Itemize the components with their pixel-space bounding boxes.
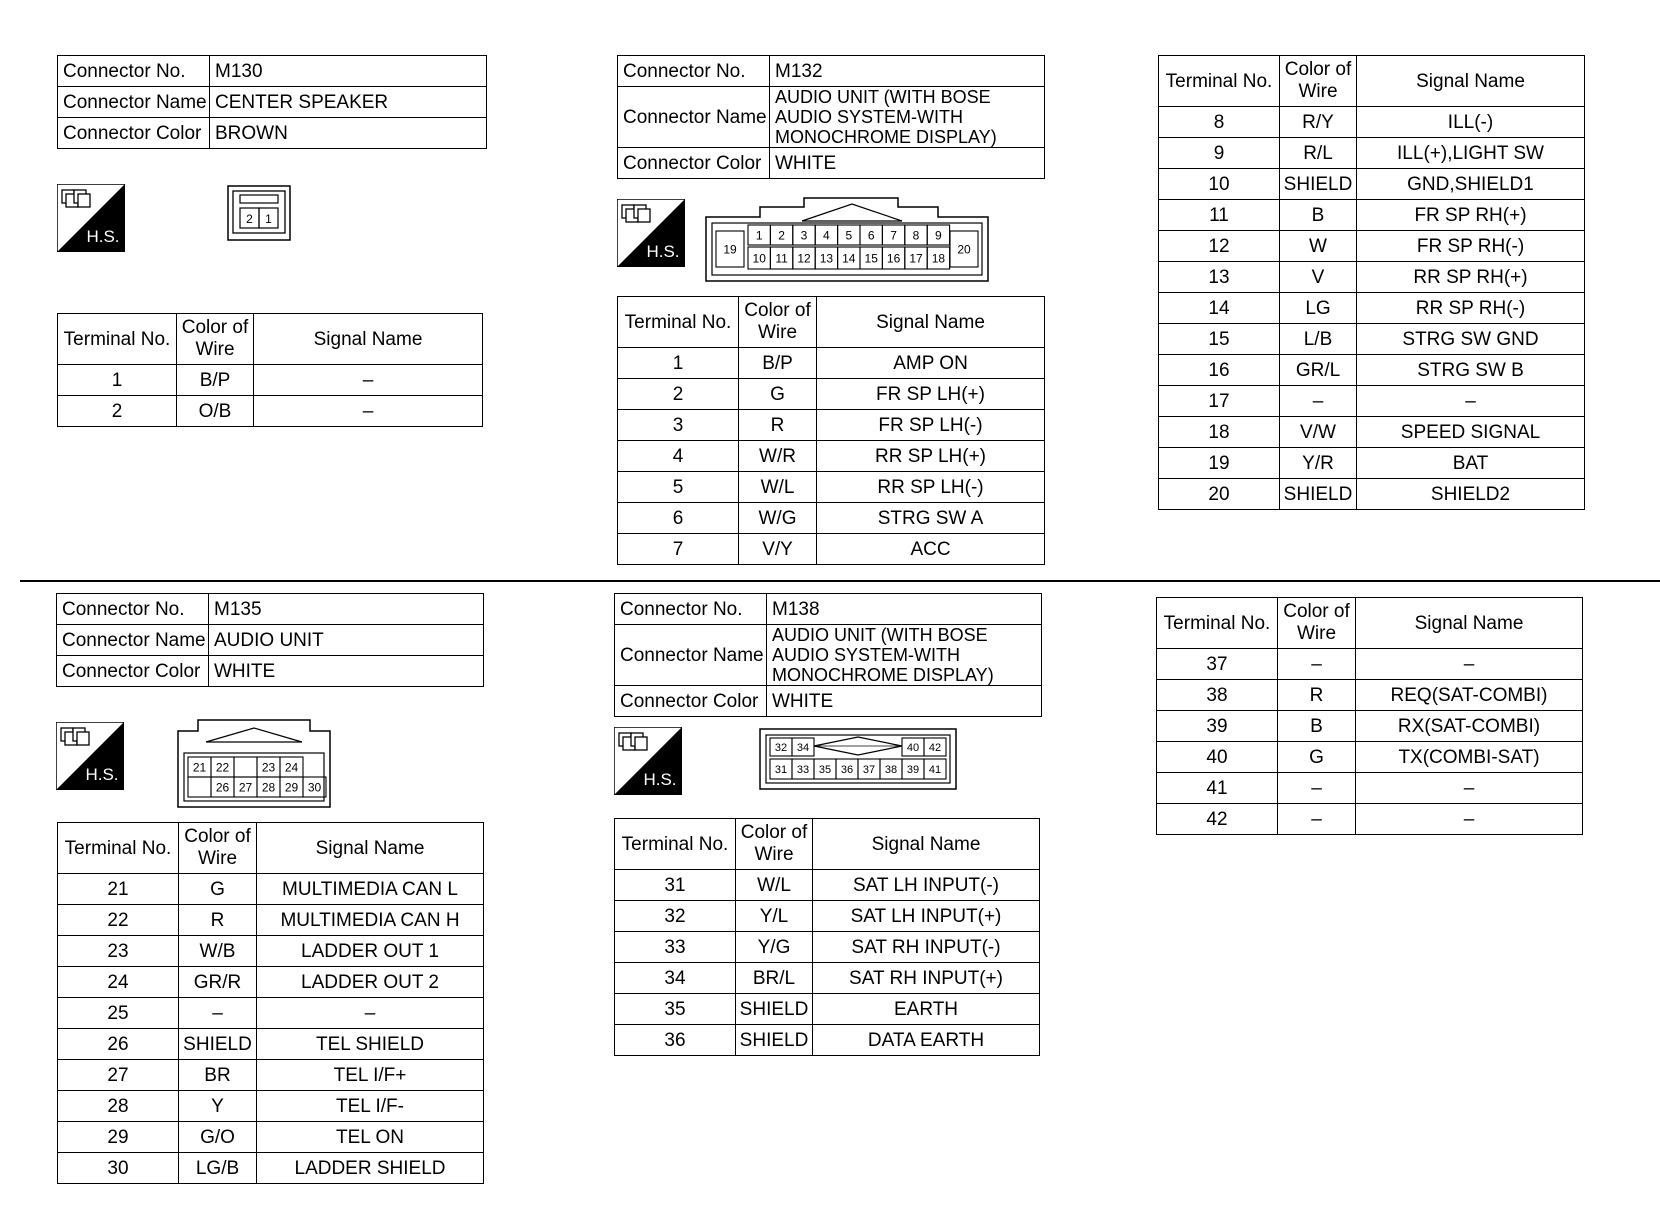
wire-color-cell: B (1278, 711, 1356, 742)
table-row (618, 472, 1045, 503)
wire-color-cell: W/B (179, 936, 257, 967)
terminal-no-cell: 10 (1159, 169, 1280, 200)
hs-label: H.S. (646, 242, 680, 261)
wire-color-cell: B/P (739, 348, 817, 379)
wire-color-cell: G/O (179, 1122, 257, 1153)
wire-color-cell: – (179, 998, 257, 1029)
signal-name-cell: BAT (1357, 448, 1585, 479)
signal-name-cell: STRG SW A (817, 503, 1045, 534)
terminal-no-cell: 38 (1157, 680, 1278, 711)
signal-name-cell: TEL ON (257, 1122, 484, 1153)
wire-color-cell: SHIELD (179, 1029, 257, 1060)
table-row (1159, 324, 1585, 355)
terminal-no-cell: 18 (1159, 417, 1280, 448)
signal-name-cell: STRG SW GND (1357, 324, 1585, 355)
connector-name-label: Connector Name (57, 625, 209, 656)
wire-color-cell: SHIELD (736, 1025, 813, 1056)
terminal-no-cell: 29 (58, 1122, 179, 1153)
wire-color-cell: Y (179, 1091, 257, 1122)
wire-color-cell: B (1280, 200, 1357, 231)
color-of-wire-header: Color of Wire (177, 314, 254, 365)
terminal-no-cell: 1 (58, 365, 177, 396)
wire-color-cell: R (179, 905, 257, 936)
signal-name-cell: LADDER SHIELD (257, 1153, 484, 1184)
terminal-no-cell: 25 (58, 998, 179, 1029)
terminal-no-cell: 3 (618, 410, 739, 441)
pin-label: 16 (886, 251, 901, 266)
pin-label: 42 (928, 741, 942, 754)
terminal-no-cell: 12 (1159, 231, 1280, 262)
pin-label: 14 (842, 251, 856, 266)
pin-label: 33 (796, 763, 810, 776)
signal-name-cell: GND,SHIELD1 (1357, 169, 1585, 200)
signal-name-cell: RR SP LH(-) (817, 472, 1045, 503)
terminal-no-header: Terminal No. (618, 297, 739, 348)
signal-name-header: Signal Name (813, 819, 1040, 870)
wire-color-cell: GR/L (1280, 355, 1357, 386)
hs-icon-m138 (614, 727, 682, 795)
signal-name-cell: TEL I/F- (257, 1091, 484, 1122)
signal-name-cell: ILL(-) (1357, 107, 1585, 138)
pin-label: 1 (265, 212, 272, 226)
signal-name-cell: FR SP RH(+) (1357, 200, 1585, 231)
pin-label: 9 (935, 228, 942, 243)
terminal-no-cell: 15 (1159, 324, 1280, 355)
terminal-no-header: Terminal No. (58, 823, 179, 874)
table-row (615, 1025, 1040, 1056)
color-of-wire-header: Color of Wire (1278, 598, 1356, 649)
wire-color-cell: W (1280, 231, 1357, 262)
pin-label: 22 (215, 760, 230, 775)
wire-color-cell: GR/R (179, 967, 257, 998)
pin-label: 2 (246, 212, 253, 226)
pin-label: 38 (884, 763, 898, 776)
terminal-no-cell: 20 (1159, 479, 1280, 510)
m130-info-table (57, 55, 487, 149)
connector-color-label: Connector Color (615, 686, 767, 717)
signal-name-cell: RR SP LH(+) (817, 441, 1045, 472)
signal-name-cell: – (257, 998, 484, 1029)
connector-name-label: Connector Name (58, 87, 210, 118)
connector-no-label: Connector No. (58, 56, 210, 87)
signal-name-cell: SAT RH INPUT(+) (813, 963, 1040, 994)
pin-label: 40 (906, 741, 920, 754)
pin-label: 1 (755, 228, 763, 243)
m135-terminal-table (57, 822, 484, 1184)
wire-color-cell: SHIELD (736, 994, 813, 1025)
signal-name-cell: ACC (817, 534, 1045, 565)
connector-no-label: Connector No. (615, 594, 767, 625)
signal-name-cell: – (1356, 649, 1583, 680)
wire-color-cell: Y/L (736, 901, 813, 932)
terminal-no-cell: 32 (615, 901, 736, 932)
pin-label: 27 (238, 780, 253, 795)
terminal-no-cell: 42 (1157, 804, 1278, 835)
hs-label: H.S. (643, 770, 677, 789)
terminal-no-cell: 7 (618, 534, 739, 565)
signal-name-cell: DATA EARTH (813, 1025, 1040, 1056)
pin-label: 41 (928, 763, 942, 776)
wire-color-cell: V (1280, 262, 1357, 293)
wire-color-cell: W/G (739, 503, 817, 534)
signal-name-cell: AMP ON (817, 348, 1045, 379)
terminal-no-header: Terminal No. (1159, 56, 1280, 107)
harness-side-icon (56, 722, 124, 790)
pin-label: 13 (819, 251, 834, 266)
signal-name-cell: – (254, 365, 483, 396)
connector-name-value: AUDIO UNIT (WITH BOSE AUDIO SYSTEM-WITH MONOCHROME DISPLAY) (767, 625, 1042, 686)
signal-name-header: Signal Name (1357, 56, 1585, 107)
table-row (615, 994, 1040, 1025)
terminal-no-header: Terminal No. (1157, 598, 1278, 649)
terminal-no-cell: 1 (618, 348, 739, 379)
wire-color-cell: G (1278, 742, 1356, 773)
terminal-no-cell: 31 (615, 870, 736, 901)
terminal-no-cell: 4 (618, 441, 739, 472)
pin-label: 29 (284, 780, 299, 795)
m132-terminal-table (617, 296, 1045, 565)
m138-terminal-table-continued (1156, 597, 1583, 835)
table-row (58, 1091, 484, 1122)
terminal-no-cell: 9 (1159, 138, 1280, 169)
pin-label: 5 (845, 228, 853, 243)
signal-name-cell: EARTH (813, 994, 1040, 1025)
pin-label: 19 (723, 242, 737, 257)
wire-color-cell: W/L (739, 472, 817, 503)
pin-label: 34 (796, 741, 810, 754)
table-row (618, 441, 1045, 472)
terminal-no-cell: 34 (615, 963, 736, 994)
pin-label: 3 (800, 228, 808, 243)
wire-color-cell: W/L (736, 870, 813, 901)
table-row (1159, 417, 1585, 448)
terminal-no-cell: 28 (58, 1091, 179, 1122)
pin-label: 17 (909, 251, 923, 266)
hs-label: H.S. (86, 227, 120, 246)
terminal-no-cell: 22 (58, 905, 179, 936)
pin-label: 35 (818, 763, 832, 776)
terminal-no-cell: 14 (1159, 293, 1280, 324)
harness-side-icon (57, 184, 125, 252)
signal-name-cell: SHIELD2 (1357, 479, 1585, 510)
wire-color-cell: BR/L (736, 963, 813, 994)
harness-side-icon (617, 199, 685, 267)
table-row (58, 905, 484, 936)
signal-name-header: Signal Name (1356, 598, 1583, 649)
terminal-no-cell: 2 (618, 379, 739, 410)
terminal-no-cell: 2 (58, 396, 177, 427)
wire-color-cell: Y/G (736, 932, 813, 963)
table-row (58, 365, 483, 396)
terminal-no-cell: 19 (1159, 448, 1280, 479)
hs-icon-m135 (56, 722, 124, 790)
table-row (1157, 742, 1583, 773)
table-row (1157, 649, 1583, 680)
m132-terminal-table-continued (1158, 55, 1585, 510)
table-row (58, 936, 484, 967)
section-divider (20, 580, 1660, 582)
pin-label: 31 (774, 763, 788, 776)
connector-name-label: Connector Name (615, 625, 767, 686)
connector-color-label: Connector Color (57, 656, 209, 687)
table-row (1159, 386, 1585, 417)
connector-name-value: AUDIO UNIT (WITH BOSE AUDIO SYSTEM-WITH MONOCHROME DISPLAY) (770, 87, 1045, 148)
wire-color-cell: V/Y (739, 534, 817, 565)
wire-color-cell: – (1278, 804, 1356, 835)
connector-name-value: CENTER SPEAKER (210, 87, 487, 118)
terminal-no-cell: 24 (58, 967, 179, 998)
signal-name-header: Signal Name (254, 314, 483, 365)
table-row (1157, 711, 1583, 742)
signal-name-cell: SAT LH INPUT(+) (813, 901, 1040, 932)
signal-name-cell: RR SP RH(+) (1357, 262, 1585, 293)
signal-name-cell: FR SP LH(-) (817, 410, 1045, 441)
wire-color-cell: R/Y (1280, 107, 1357, 138)
wire-color-cell: LG/B (179, 1153, 257, 1184)
table-row (58, 1153, 484, 1184)
signal-name-cell: – (1356, 773, 1583, 804)
terminal-no-cell: 13 (1159, 262, 1280, 293)
hs-icon-m130 (57, 184, 125, 252)
table-row (615, 932, 1040, 963)
terminal-no-header: Terminal No. (615, 819, 736, 870)
signal-name-cell: RX(SAT-COMBI) (1356, 711, 1583, 742)
table-row (1159, 293, 1585, 324)
connector-face-m138 (758, 727, 958, 791)
m130-terminal-table (57, 313, 483, 427)
table-row (615, 963, 1040, 994)
table-row (1157, 680, 1583, 711)
wire-color-cell: B/P (177, 365, 254, 396)
table-row (615, 901, 1040, 932)
terminal-no-cell: 36 (615, 1025, 736, 1056)
signal-name-cell: LADDER OUT 1 (257, 936, 484, 967)
signal-name-cell: TEL SHIELD (257, 1029, 484, 1060)
signal-name-cell: – (254, 396, 483, 427)
table-row (618, 410, 1045, 441)
signal-name-cell: REQ(SAT-COMBI) (1356, 680, 1583, 711)
signal-name-cell: SAT LH INPUT(-) (813, 870, 1040, 901)
signal-name-cell: FR SP LH(+) (817, 379, 1045, 410)
pin-label: 7 (890, 228, 897, 243)
signal-name-cell: RR SP RH(-) (1357, 293, 1585, 324)
signal-name-header: Signal Name (257, 823, 484, 874)
table-row (618, 379, 1045, 410)
connector-color-label: Connector Color (58, 118, 210, 149)
connector-no-value: M135 (209, 594, 484, 625)
pin-label: 20 (957, 242, 971, 257)
table-row (58, 874, 484, 905)
color-of-wire-header: Color of Wire (739, 297, 817, 348)
table-row (1159, 355, 1585, 386)
connector-no-value: M132 (770, 56, 1045, 87)
connector-name-label: Connector Name (618, 87, 770, 148)
pin-label: 12 (797, 251, 811, 266)
wire-color-cell: SHIELD (1280, 479, 1357, 510)
color-of-wire-header: Color of Wire (1280, 56, 1357, 107)
signal-name-cell: – (1357, 386, 1585, 417)
table-row (1157, 773, 1583, 804)
pin-label: 21 (192, 760, 207, 775)
signal-name-cell: LADDER OUT 2 (257, 967, 484, 998)
m132-info-table (617, 55, 1045, 179)
terminal-no-cell: 26 (58, 1029, 179, 1060)
pin-label: 15 (864, 251, 878, 266)
signal-name-cell: FR SP RH(-) (1357, 231, 1585, 262)
terminal-no-cell: 8 (1159, 107, 1280, 138)
connector-face-m135 (176, 719, 332, 809)
signal-name-header: Signal Name (817, 297, 1045, 348)
pin-label: 18 (931, 251, 946, 266)
table-row (1159, 200, 1585, 231)
connector-no-value: M138 (767, 594, 1042, 625)
terminal-no-cell: 6 (618, 503, 739, 534)
pin-label: 4 (823, 228, 830, 243)
wire-color-cell: V/W (1280, 417, 1357, 448)
wire-color-cell: R (739, 410, 817, 441)
pin-label: 2 (778, 228, 785, 243)
terminal-no-cell: 39 (1157, 711, 1278, 742)
terminal-no-cell: 40 (1157, 742, 1278, 773)
wire-color-cell: LG (1280, 293, 1357, 324)
wire-color-cell: W/R (739, 441, 817, 472)
table-row (1159, 479, 1585, 510)
connector-color-value: WHITE (767, 686, 1042, 717)
table-row (615, 870, 1040, 901)
table-row (58, 967, 484, 998)
pin-label: 6 (867, 228, 875, 243)
terminal-no-header: Terminal No. (58, 314, 177, 365)
wire-color-cell: – (1278, 773, 1356, 804)
terminal-no-cell: 30 (58, 1153, 179, 1184)
color-of-wire-header: Color of Wire (736, 819, 813, 870)
wire-color-cell: BR (179, 1060, 257, 1091)
wire-color-cell: SHIELD (1280, 169, 1357, 200)
wire-color-cell: O/B (177, 396, 254, 427)
m135-info-table (56, 593, 484, 687)
terminal-no-cell: 11 (1159, 200, 1280, 231)
terminal-no-cell: 33 (615, 932, 736, 963)
signal-name-cell: TEL I/F+ (257, 1060, 484, 1091)
connector-no-label: Connector No. (618, 56, 770, 87)
terminal-no-cell: 27 (58, 1060, 179, 1091)
terminal-no-cell: 17 (1159, 386, 1280, 417)
table-row (1159, 169, 1585, 200)
pin-label: 37 (862, 763, 876, 776)
connector-no-label: Connector No. (57, 594, 209, 625)
pin-label: 32 (774, 741, 788, 754)
signal-name-cell: MULTIMEDIA CAN L (257, 874, 484, 905)
pin-label: 8 (912, 228, 920, 243)
connector-color-label: Connector Color (618, 148, 770, 179)
pin-label: 28 (261, 780, 276, 795)
wire-color-cell: G (179, 874, 257, 905)
terminal-no-cell: 37 (1157, 649, 1278, 680)
wire-color-cell: G (739, 379, 817, 410)
connector-face-m130 (227, 185, 291, 241)
connector-color-value: BROWN (210, 118, 487, 149)
table-row (1157, 804, 1583, 835)
wire-color-cell: – (1280, 386, 1357, 417)
table-row (1159, 262, 1585, 293)
connector-color-value: WHITE (209, 656, 484, 687)
table-row (1159, 138, 1585, 169)
pin-label: 36 (840, 763, 854, 776)
signal-name-cell: TX(COMBI-SAT) (1356, 742, 1583, 773)
wire-color-cell: Y/R (1280, 448, 1357, 479)
pin-label: 26 (215, 780, 230, 795)
pin-label: 23 (261, 760, 276, 775)
table-row (1159, 107, 1585, 138)
table-row (58, 1122, 484, 1153)
table-row (58, 396, 483, 427)
wire-color-cell: R/L (1280, 138, 1357, 169)
wire-color-cell: – (1278, 649, 1356, 680)
terminal-no-cell: 16 (1159, 355, 1280, 386)
connector-color-value: WHITE (770, 148, 1045, 179)
signal-name-cell: – (1356, 804, 1583, 835)
terminal-no-cell: 41 (1157, 773, 1278, 804)
m138-terminal-table (614, 818, 1040, 1056)
connector-face-m132 (702, 197, 994, 283)
hs-icon-m132 (617, 199, 685, 267)
harness-side-icon (614, 727, 682, 795)
table-row (58, 1060, 484, 1091)
terminal-no-cell: 5 (618, 472, 739, 503)
table-row (618, 534, 1045, 565)
connector-no-value: M130 (210, 56, 487, 87)
table-row (58, 1029, 484, 1060)
signal-name-cell: STRG SW B (1357, 355, 1585, 386)
terminal-no-cell: 35 (615, 994, 736, 1025)
pin-label: 39 (906, 763, 920, 776)
wire-color-cell: L/B (1280, 324, 1357, 355)
color-of-wire-header: Color of Wire (179, 823, 257, 874)
table-row (58, 998, 484, 1029)
table-row (1159, 448, 1585, 479)
hs-label: H.S. (85, 765, 119, 784)
pin-label: 24 (284, 760, 299, 775)
table-row (618, 503, 1045, 534)
connector-name-value: AUDIO UNIT (209, 625, 484, 656)
terminal-no-cell: 21 (58, 874, 179, 905)
signal-name-cell: ILL(+),LIGHT SW (1357, 138, 1585, 169)
pin-label: 30 (307, 780, 322, 795)
signal-name-cell: MULTIMEDIA CAN H (257, 905, 484, 936)
pin-label: 10 (752, 251, 766, 266)
signal-name-cell: SPEED SIGNAL (1357, 417, 1585, 448)
pin-label: 11 (775, 251, 788, 266)
table-row (1159, 231, 1585, 262)
terminal-no-cell: 23 (58, 936, 179, 967)
wire-color-cell: R (1278, 680, 1356, 711)
m138-info-table (614, 593, 1042, 717)
table-row (618, 348, 1045, 379)
signal-name-cell: SAT RH INPUT(-) (813, 932, 1040, 963)
